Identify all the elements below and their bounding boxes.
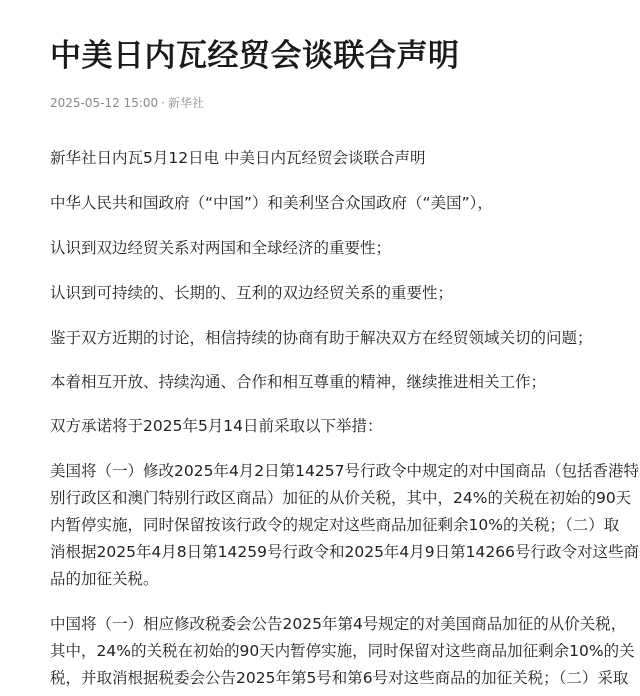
paragraph-line: 中华人民共和国政府（“中国”）和美利坚合众国政府（“美国”），: [50, 194, 493, 212]
paragraph-china-measures: [50, 611, 640, 692]
publish-datetime: 2025-05-12 15:00: [50, 96, 159, 110]
paragraph-spirit: [50, 369, 640, 396]
paragraph-line: 双方承诺将于2025年5月14日前采取以下举措：: [50, 417, 383, 435]
paragraph-line: 本着相互开放、持续沟通、合作和相互尊重的精神，继续推进相关工作；: [50, 373, 547, 391]
paragraph-dateline: [50, 145, 640, 172]
paragraph-recognize-sustainable: [50, 280, 640, 307]
article-meta: [50, 94, 204, 112]
meta-separator: ·: [161, 96, 165, 110]
paragraph-line: 别行政区和澳门特别行政区商品）加征的从价关税，其中，24%的关税在初始的90天: [50, 489, 632, 507]
paragraph-line: 新华社日内瓦5月12日电 中美日内瓦经贸会谈联合声明: [50, 149, 426, 167]
paragraph-line: 中国将（一）相应修改税委会公告2025年第4号规定的对美国商品加征的从价关税，: [50, 615, 627, 633]
paragraph-commitment: [50, 413, 640, 440]
paragraph-parties: [50, 190, 640, 217]
paragraph-recent-discussions: [50, 325, 640, 352]
paragraph-line: 认识到双边经贸关系对两国和全球经济的重要性；: [50, 239, 392, 257]
paragraph-line: 消根据2025年4月8日第14259号行政令和2025年4月9日第14266号行政令对这些商: [50, 543, 639, 561]
paragraph-line: 美国将（一）修改2025年4月2日第14257号行政令中规定的对中国商品（包括香港特: [50, 462, 639, 480]
paragraph-us-measures: [50, 458, 640, 593]
paragraph-line: 内暂停实施，同时保留按该行政令的规定对这些商品加征剩余10%的关税；（二）取: [50, 516, 620, 534]
paragraph-line: 鉴于双方近期的讨论，相信持续的协商有助于解决双方在经贸领域关切的问题；: [50, 329, 593, 347]
paragraph-recognize-importance: [50, 235, 640, 262]
paragraph-line: 其中，24%的关税在初始的90天内暂停实施，同时保留对这些商品加征剩余10%的关: [50, 642, 635, 660]
paragraph-line: 税，并取消根据税委会公告2025年第5号和第6号对这些商品的加征关税；（二）采取: [50, 669, 629, 687]
article-title: 中美日内瓦经贸会谈联合声明: [50, 38, 460, 74]
source-name: 新华社: [167, 96, 204, 110]
paragraph-line: 认识到可持续的、长期的、互利的双边经贸关系的重要性；: [50, 284, 454, 302]
paragraph-line: 品的加征关税。: [50, 570, 159, 588]
